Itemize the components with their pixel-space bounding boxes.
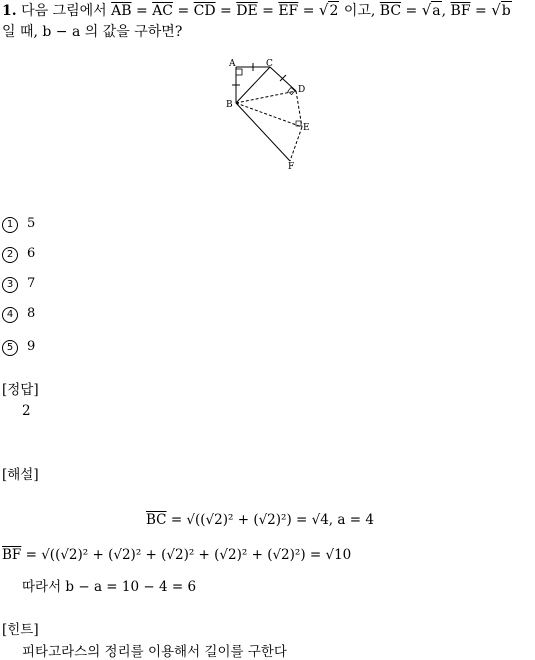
segment-cd: $\overline{CD}$ — [193, 3, 216, 19]
sqrt-symbol-a: √ — [421, 1, 432, 19]
choice-5-marker: 5 — [2, 340, 18, 356]
answer-value: 2 — [22, 403, 31, 419]
choice-4-marker: 4 — [2, 307, 18, 323]
choice-4[interactable] — [2, 306, 35, 323]
geometry-figure — [220, 55, 320, 173]
choice-2-value: 6 — [27, 246, 36, 261]
equals-1: = — [136, 3, 148, 19]
solution-segment-bf: $\overline{BF}$ — [2, 547, 22, 563]
choice-2[interactable] — [2, 246, 35, 263]
equals-3: = — [220, 3, 232, 19]
segment-ac: $\overline{AC}$ — [152, 3, 174, 19]
label-d: D — [298, 85, 306, 95]
sqrt-a: a — [432, 3, 441, 19]
answer-heading: [정답] — [2, 382, 39, 398]
label-f: F — [288, 162, 295, 172]
solution-eq-2-rest: = √((√2)² + (√2)² + (√2)² + (√2)² + (√2)²) = √10 — [25, 547, 352, 563]
segment-de: $\overline{DE}$ — [236, 3, 258, 19]
segment-ef-line — [290, 127, 302, 161]
solution-heading: [해설] — [2, 467, 39, 483]
segment-ab: $\overline{AB}$ — [111, 3, 132, 19]
hint-heading: [힌트] — [2, 622, 39, 638]
equals-6: = — [405, 3, 418, 19]
solution-conclusion: 따라서 b − a = 10 − 4 = 6 — [22, 579, 197, 595]
choice-2-marker: 2 — [2, 247, 18, 263]
choice-1[interactable] — [2, 216, 35, 233]
question-number: 1. — [2, 3, 17, 19]
question-line-2: 일 때, b − a 의 값을 구하면? — [2, 24, 183, 40]
choice-3[interactable] — [2, 276, 35, 293]
choice-5[interactable] — [2, 339, 35, 356]
choice-1-marker: 1 — [2, 217, 18, 233]
solution-segment-bc: $\overline{BC}$ — [146, 512, 167, 528]
segment-ef: $\overline{EF}$ — [278, 3, 299, 19]
question-intro: 다음 그림에서 — [21, 3, 107, 19]
segment-cd-line — [270, 67, 296, 91]
right-angle-mark-a — [236, 69, 242, 75]
label-a: A — [229, 59, 236, 69]
sqrt-symbol: √ — [318, 1, 329, 19]
equals-2: = — [177, 3, 190, 19]
choice-4-value: 8 — [27, 306, 36, 321]
label-b: B — [226, 100, 233, 110]
choice-3-value: 7 — [27, 276, 36, 291]
segment-bf: $\overline{BF}$ — [450, 3, 471, 19]
hint-text: 피타고라스의 정리를 이용해서 길이를 구한다 — [22, 644, 287, 660]
choice-3-marker: 3 — [2, 277, 18, 293]
solution-eq-2 — [2, 547, 351, 563]
segment-bc: $\overline{BC}$ — [379, 3, 402, 19]
tick-cd — [280, 75, 286, 81]
sqrt-two: 2 — [329, 3, 339, 19]
equals-7: = — [475, 3, 487, 19]
label-c: C — [266, 59, 273, 69]
sqrt-b: b — [501, 3, 511, 19]
equals-5: = — [302, 3, 315, 19]
segment-bf-line — [236, 103, 290, 161]
choice-5-value: 9 — [27, 339, 36, 354]
segment-bc-line — [236, 67, 270, 103]
solution-eq-1 — [146, 512, 374, 528]
igo-text: 이고, — [343, 3, 376, 19]
equals-4: = — [262, 3, 274, 19]
question-line-1: 1. 다음 그림에서 $\overline{AB} = \overline{AC} = \overline{CD} = \overline{DE} = \overline{EF} = √2$ 이고, $\overline{BC} = √a$, $\overline{BF} = √b$ — [2, 1, 511, 19]
segment-be-line — [236, 103, 302, 127]
solution-eq-1-rest: = √((√2)² + (√2)²) = √4, a = 4 — [170, 512, 374, 528]
choice-1-value: 5 — [27, 216, 36, 231]
label-e: E — [303, 123, 310, 133]
sqrt-symbol-b: √ — [491, 1, 501, 19]
